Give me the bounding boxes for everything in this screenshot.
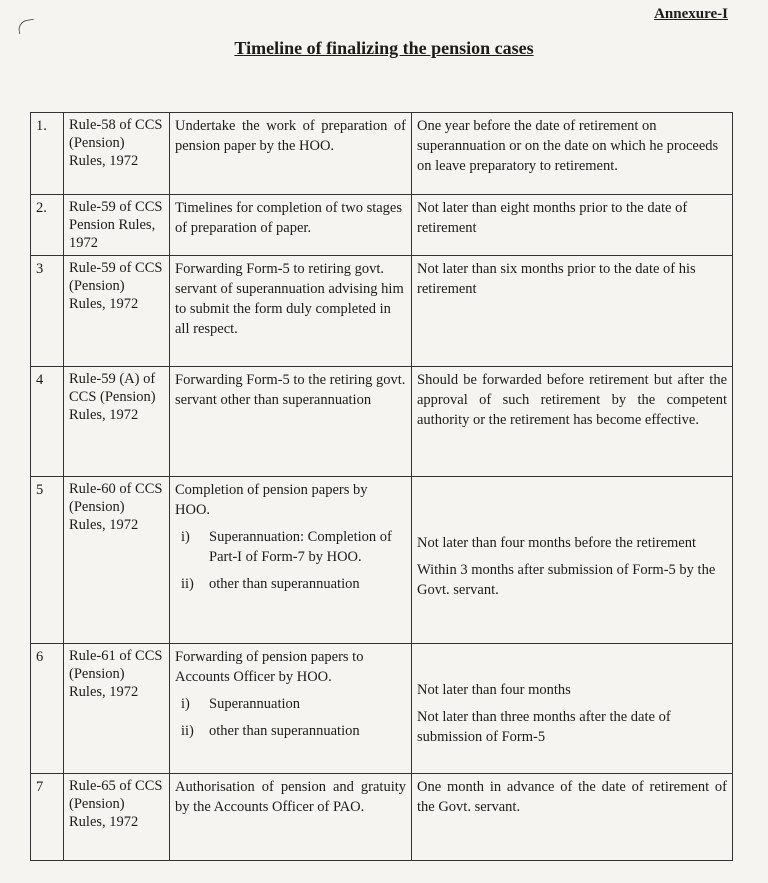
timeline-text: Within 3 months after submission of Form-5 by the Govt. servant. — [417, 562, 716, 598]
table-row — [31, 644, 733, 774]
sub-item — [181, 527, 406, 567]
activity-cell — [170, 644, 412, 774]
row-number: 7 — [31, 774, 64, 861]
rule-cell: Rule-59 (A) of CCS (Pension) Rules, 1972 — [64, 367, 170, 477]
sub-marker: i) — [181, 696, 190, 712]
activity-cell — [170, 256, 412, 367]
timeline-text: Not later than three months after the date of submission of Form-5 — [417, 709, 671, 745]
sub-text: Superannuation: Completion of Part-I of Form-7 by HOO. — [209, 529, 392, 565]
timeline-cell — [412, 195, 733, 256]
timeline-cell — [412, 774, 733, 861]
sub-marker: ii) — [181, 576, 194, 592]
timeline-text: Should be forwarded before retirement but after the approval of such retirement by the competent authority or the retirement has become effective. — [417, 372, 727, 428]
pen-mark — [17, 19, 36, 35]
timeline-text: Not later than four months — [417, 682, 571, 698]
table-row — [31, 477, 733, 644]
row-number: 4 — [31, 367, 64, 477]
activity-cell — [170, 367, 412, 477]
timeline-table — [30, 112, 733, 861]
timeline-text: One year before the date of retirement on superannuation or on the date on which he proceeds on leave preparatory to retirement. — [417, 118, 719, 174]
activity-text: Forwarding Form-5 to retiring govt. servant of superannuation advising him to submit the form duly completed in all respect. — [175, 261, 404, 337]
timeline-text: Not later than eight months prior to the date of retirement — [417, 200, 688, 236]
timeline-text: Not later than six months prior to the date of his retirement — [417, 261, 696, 297]
activity-cell — [170, 195, 412, 256]
timeline-cell — [412, 113, 733, 195]
row-number: 1. — [31, 113, 64, 195]
rule-cell: Rule-59 of CCS Pension Rules, 1972 — [64, 195, 170, 256]
table-row — [31, 195, 733, 256]
annexure-label: Annexure-I — [654, 6, 728, 22]
activity-cell — [170, 113, 412, 195]
timeline-text: Not later than four months before the retirement — [417, 535, 697, 551]
activity-text: Forwarding of pension papers to Accounts Officer by HOO. — [175, 649, 364, 685]
row-number: 2. — [31, 195, 64, 256]
sub-item — [181, 721, 406, 741]
activity-text: Timelines for completion of two stages of preparation of paper. — [175, 200, 403, 236]
row-number: 6 — [31, 644, 64, 774]
timeline-text: One month in advance of the date of retirement of the Govt. servant. — [417, 779, 727, 815]
sub-text: other than superannuation — [209, 723, 360, 739]
timeline-cell — [412, 256, 733, 367]
row-number: 5 — [31, 477, 64, 644]
table-row — [31, 367, 733, 477]
sub-item — [181, 574, 406, 594]
activity-text: Forwarding Form-5 to the retiring govt. servant other than superannuation — [175, 372, 406, 408]
table-row — [31, 774, 733, 861]
activity-text: Authorisation of pension and gratuity by the Accounts Officer of PAO. — [175, 779, 406, 815]
sub-marker: i) — [181, 529, 190, 545]
activity-cell — [170, 477, 412, 644]
rule-cell: Rule-58 of CCS (Pension) Rules, 1972 — [64, 113, 170, 195]
timeline-cell — [412, 367, 733, 477]
sub-item — [181, 694, 406, 714]
rule-cell: Rule-60 of CCS (Pension) Rules, 1972 — [64, 477, 170, 644]
table-row — [31, 113, 733, 195]
sub-text: other than superannuation — [209, 576, 360, 592]
activity-text: Undertake the work of preparation of pension paper by the HOO. — [175, 118, 406, 154]
sub-text: Superannuation — [209, 696, 301, 712]
row-number: 3 — [31, 256, 64, 367]
sub-marker: ii) — [181, 723, 194, 739]
rule-cell: Rule-61 of CCS (Pension) Rules, 1972 — [64, 644, 170, 774]
page-title: Timeline of finalizing the pension cases — [234, 38, 534, 58]
rule-cell: Rule-65 of CCS (Pension) Rules, 1972 — [64, 774, 170, 861]
timeline-cell — [412, 644, 733, 774]
activity-cell — [170, 774, 412, 861]
table-row — [31, 256, 733, 367]
activity-text: Completion of pension papers by HOO. — [175, 482, 368, 518]
rule-cell: Rule-59 of CCS (Pension) Rules, 1972 — [64, 256, 170, 367]
timeline-cell — [412, 477, 733, 644]
